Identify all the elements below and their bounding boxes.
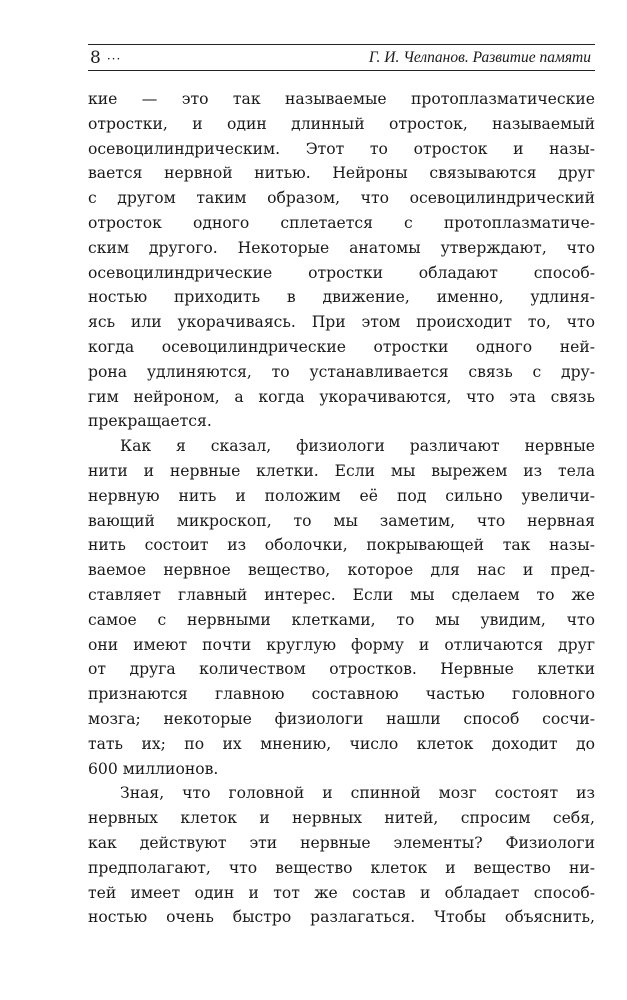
text-line: предполагают, что вещество клеток и вещество ни-	[88, 858, 595, 877]
text-line: нити и нервные клетки. Если мы вырежем из тела	[88, 461, 595, 480]
text-line: тать их; по их мнению, число клеток доходит до	[88, 734, 595, 753]
text-line: прекращается.	[88, 412, 212, 431]
text-line: Как я сказал, физиологи различают нервные	[120, 437, 595, 456]
text-line: осевоцилиндрическим. Этот то отросток и назы-	[88, 139, 595, 158]
text-line: с другом таким образом, что осевоцилиндрический	[88, 189, 595, 208]
text-line: нить состоит из оболочки, покрывающей так назы-	[88, 536, 595, 555]
text-line: отросток одного сплетается с протоплазматиче-	[88, 213, 595, 232]
text-line: когда осевоцилиндрические отростки одного ней-	[88, 337, 595, 356]
text-line: ясь или укорачиваясь. При этом происходит то, что	[88, 313, 595, 332]
text-line: нервную нить и положим её под сильно увеличи-	[88, 486, 595, 505]
body-text	[88, 87, 595, 930]
text-line: нервных клеток и нервных нитей, спросим себя,	[88, 809, 595, 828]
text-line: от друга количеством отростков. Нервные клетки	[88, 660, 595, 679]
text-line: ставляет главный интерес. Если мы сделаем то же	[88, 585, 595, 604]
text-line: вается нервной нитью. Нейроны связываются друг	[88, 164, 595, 183]
text-line: ностью приходить в движение, именно, удлиня-	[88, 288, 595, 307]
page-number-value: 8	[90, 47, 101, 68]
text-line: кие — это так называемые протоплазматические	[88, 90, 595, 108]
ornament-dots: ···	[106, 51, 122, 66]
text-line: гим нейроном, а когда укорачиваются, что эта связь	[88, 387, 595, 406]
text-line: ностью очень быстро разлагаться. Чтобы объяснить,	[88, 908, 595, 927]
running-header	[88, 44, 595, 71]
text-line: 600 миллионов.	[88, 759, 219, 778]
text-line: осевоцилиндрические отростки обладают способ-	[88, 263, 595, 282]
paragraph	[88, 781, 595, 930]
page-number	[88, 48, 121, 68]
text-line: вающий микроскоп, то мы заметим, что нервная	[88, 511, 595, 530]
paragraph	[88, 434, 595, 781]
text-line: ваемое нервное вещество, которое для нас и пред-	[88, 561, 595, 580]
text-line: Зная, что головной и спинной мозг состоят из	[120, 784, 595, 803]
text-line: рона удлиняются, то устанавливается связь с дру-	[88, 362, 595, 381]
text-line: самое с нервными клетками, то мы увидим, что	[88, 610, 595, 629]
text-line: тей имеет один и тот же состав и обладает способ-	[88, 883, 595, 902]
paragraph	[88, 87, 595, 434]
text-line: мозга; некоторые физиологи нашли способ сосчи-	[88, 709, 595, 728]
text-line: ским другого. Некоторые анатомы утверждают, что	[88, 238, 595, 257]
text-line: они имеют почти круглую форму и отличаются друг	[88, 635, 595, 654]
running-title: Г. И. Челпанов. Развитие памяти	[368, 48, 591, 66]
text-line: отростки, и один длинный отросток, называемый	[88, 114, 595, 133]
text-line: как действуют эти нервные элементы? Физиологи	[88, 833, 595, 852]
text-line: признаются главною составною частью головного	[88, 685, 595, 704]
